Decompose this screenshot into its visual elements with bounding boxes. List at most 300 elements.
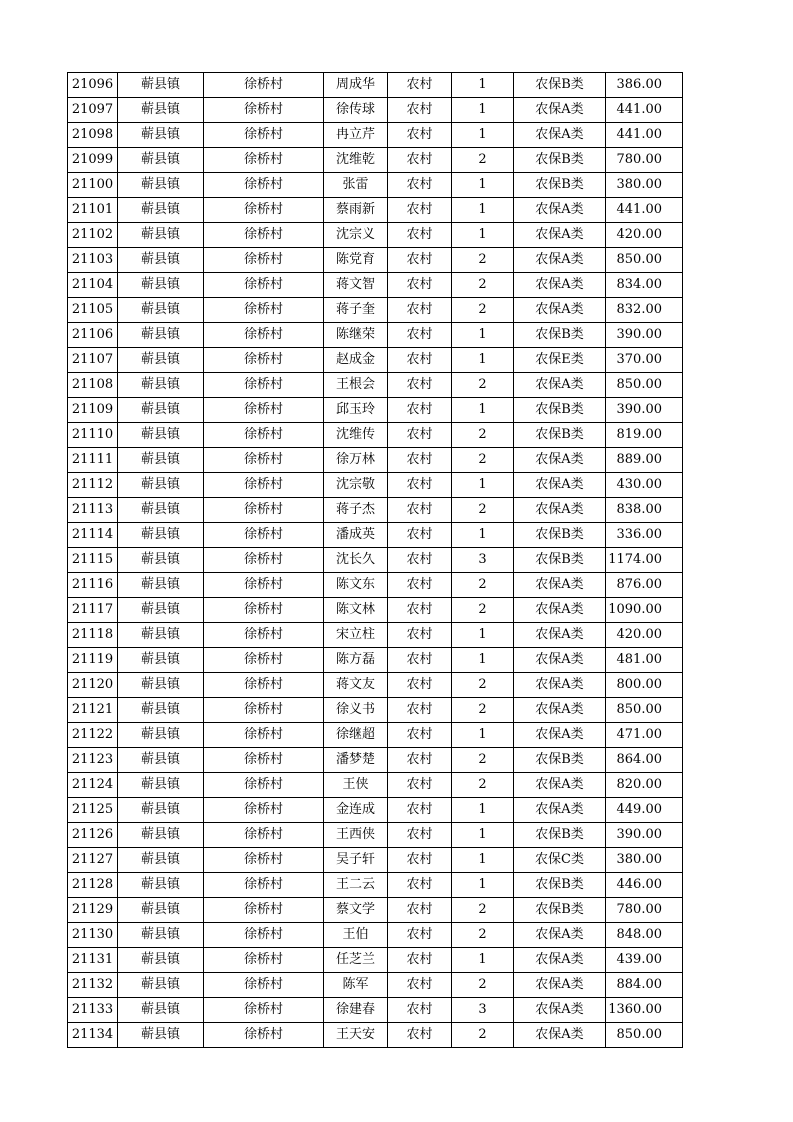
member-count-cell: 1 xyxy=(452,348,514,373)
amount-cell: 380.00 xyxy=(606,173,683,198)
village-cell: 徐桥村 xyxy=(204,323,324,348)
name-cell: 王根会 xyxy=(324,373,388,398)
name-cell: 王侠 xyxy=(324,773,388,798)
table-row xyxy=(68,498,683,523)
serial-number-cell: 21100 xyxy=(68,173,118,198)
amount-cell: 850.00 xyxy=(606,698,683,723)
name-cell: 冉立芹 xyxy=(324,123,388,148)
amount-cell: 889.00 xyxy=(606,448,683,473)
member-count-cell: 1 xyxy=(452,523,514,548)
serial-number-cell: 21120 xyxy=(68,673,118,698)
insurance-category-cell: 农保A类 xyxy=(514,248,606,273)
village-cell: 徐桥村 xyxy=(204,598,324,623)
amount-cell: 430.00 xyxy=(606,473,683,498)
serial-number-cell: 21122 xyxy=(68,723,118,748)
household-type-cell: 农村 xyxy=(388,1023,452,1048)
member-count-cell: 1 xyxy=(452,198,514,223)
village-cell: 徐桥村 xyxy=(204,348,324,373)
village-cell: 徐桥村 xyxy=(204,398,324,423)
name-cell: 沈长久 xyxy=(324,548,388,573)
amount-cell: 380.00 xyxy=(606,848,683,873)
member-count-cell: 2 xyxy=(452,298,514,323)
household-type-cell: 农村 xyxy=(388,323,452,348)
household-type-cell: 农村 xyxy=(388,548,452,573)
village-cell: 徐桥村 xyxy=(204,648,324,673)
amount-cell: 820.00 xyxy=(606,773,683,798)
serial-number-cell: 21131 xyxy=(68,948,118,973)
town-cell: 蕲县镇 xyxy=(118,723,204,748)
village-cell: 徐桥村 xyxy=(204,923,324,948)
serial-number-cell: 21101 xyxy=(68,198,118,223)
name-cell: 王伯 xyxy=(324,923,388,948)
name-cell: 徐传球 xyxy=(324,98,388,123)
household-type-cell: 农村 xyxy=(388,873,452,898)
household-type-cell: 农村 xyxy=(388,723,452,748)
insurance-category-cell: 农保A类 xyxy=(514,448,606,473)
amount-cell: 780.00 xyxy=(606,898,683,923)
serial-number-cell: 21109 xyxy=(68,398,118,423)
serial-number-cell: 21097 xyxy=(68,98,118,123)
insurance-category-cell: 农保B类 xyxy=(514,173,606,198)
table-row xyxy=(68,348,683,373)
member-count-cell: 1 xyxy=(452,123,514,148)
village-cell: 徐桥村 xyxy=(204,98,324,123)
village-cell: 徐桥村 xyxy=(204,198,324,223)
member-count-cell: 1 xyxy=(452,823,514,848)
table-row xyxy=(68,748,683,773)
member-count-cell: 2 xyxy=(452,698,514,723)
village-cell: 徐桥村 xyxy=(204,898,324,923)
town-cell: 蕲县镇 xyxy=(118,1023,204,1048)
household-type-cell: 农村 xyxy=(388,698,452,723)
household-type-cell: 农村 xyxy=(388,798,452,823)
town-cell: 蕲县镇 xyxy=(118,323,204,348)
insurance-category-cell: 农保B类 xyxy=(514,73,606,98)
serial-number-cell: 21110 xyxy=(68,423,118,448)
household-type-cell: 农村 xyxy=(388,923,452,948)
name-cell: 蒋子奎 xyxy=(324,298,388,323)
serial-number-cell: 21127 xyxy=(68,848,118,873)
table-row xyxy=(68,473,683,498)
insurance-category-cell: 农保B类 xyxy=(514,523,606,548)
amount-cell: 1090.00 xyxy=(606,598,683,623)
village-cell: 徐桥村 xyxy=(204,248,324,273)
table-row xyxy=(68,98,683,123)
village-cell: 徐桥村 xyxy=(204,373,324,398)
table-row xyxy=(68,123,683,148)
table-row xyxy=(68,598,683,623)
table-row xyxy=(68,698,683,723)
town-cell: 蕲县镇 xyxy=(118,973,204,998)
town-cell: 蕲县镇 xyxy=(118,123,204,148)
village-cell: 徐桥村 xyxy=(204,698,324,723)
household-type-cell: 农村 xyxy=(388,648,452,673)
town-cell: 蕲县镇 xyxy=(118,423,204,448)
amount-cell: 834.00 xyxy=(606,273,683,298)
serial-number-cell: 21132 xyxy=(68,973,118,998)
household-type-cell: 农村 xyxy=(388,973,452,998)
serial-number-cell: 21118 xyxy=(68,623,118,648)
amount-cell: 336.00 xyxy=(606,523,683,548)
table-row xyxy=(68,148,683,173)
household-type-cell: 农村 xyxy=(388,523,452,548)
member-count-cell: 2 xyxy=(452,748,514,773)
household-type-cell: 农村 xyxy=(388,398,452,423)
serial-number-cell: 21104 xyxy=(68,273,118,298)
town-cell: 蕲县镇 xyxy=(118,498,204,523)
insurance-category-cell: 农保A类 xyxy=(514,98,606,123)
village-cell: 徐桥村 xyxy=(204,448,324,473)
amount-cell: 864.00 xyxy=(606,748,683,773)
town-cell: 蕲县镇 xyxy=(118,548,204,573)
name-cell: 沈宗义 xyxy=(324,223,388,248)
serial-number-cell: 21096 xyxy=(68,73,118,98)
insurance-category-cell: 农保B类 xyxy=(514,898,606,923)
amount-cell: 390.00 xyxy=(606,823,683,848)
serial-number-cell: 21125 xyxy=(68,798,118,823)
member-count-cell: 2 xyxy=(452,1023,514,1048)
village-cell: 徐桥村 xyxy=(204,573,324,598)
household-type-cell: 农村 xyxy=(388,298,452,323)
name-cell: 徐万林 xyxy=(324,448,388,473)
amount-cell: 876.00 xyxy=(606,573,683,598)
table-row xyxy=(68,248,683,273)
town-cell: 蕲县镇 xyxy=(118,148,204,173)
table-row xyxy=(68,273,683,298)
insurance-category-cell: 农保A类 xyxy=(514,473,606,498)
table-row xyxy=(68,398,683,423)
table-row xyxy=(68,423,683,448)
household-type-cell: 农村 xyxy=(388,673,452,698)
serial-number-cell: 21124 xyxy=(68,773,118,798)
name-cell: 蔡雨新 xyxy=(324,198,388,223)
village-cell: 徐桥村 xyxy=(204,123,324,148)
serial-number-cell: 21117 xyxy=(68,598,118,623)
household-type-cell: 农村 xyxy=(388,423,452,448)
name-cell: 任芝兰 xyxy=(324,948,388,973)
town-cell: 蕲县镇 xyxy=(118,698,204,723)
town-cell: 蕲县镇 xyxy=(118,898,204,923)
insurance-category-cell: 农保B类 xyxy=(514,148,606,173)
member-count-cell: 2 xyxy=(452,423,514,448)
member-count-cell: 2 xyxy=(452,673,514,698)
amount-cell: 1174.00 xyxy=(606,548,683,573)
table-row xyxy=(68,573,683,598)
town-cell: 蕲县镇 xyxy=(118,73,204,98)
household-type-cell: 农村 xyxy=(388,173,452,198)
serial-number-cell: 21130 xyxy=(68,923,118,948)
insurance-category-cell: 农保A类 xyxy=(514,298,606,323)
village-cell: 徐桥村 xyxy=(204,848,324,873)
household-type-cell: 农村 xyxy=(388,898,452,923)
member-count-cell: 2 xyxy=(452,273,514,298)
village-cell: 徐桥村 xyxy=(204,173,324,198)
amount-cell: 471.00 xyxy=(606,723,683,748)
amount-cell: 446.00 xyxy=(606,873,683,898)
town-cell: 蕲县镇 xyxy=(118,348,204,373)
name-cell: 潘梦楚 xyxy=(324,748,388,773)
insurance-category-cell: 农保B类 xyxy=(514,748,606,773)
name-cell: 邱玉玲 xyxy=(324,398,388,423)
insurance-category-cell: 农保B类 xyxy=(514,548,606,573)
town-cell: 蕲县镇 xyxy=(118,748,204,773)
serial-number-cell: 21106 xyxy=(68,323,118,348)
serial-number-cell: 21133 xyxy=(68,998,118,1023)
insurance-category-cell: 农保A类 xyxy=(514,123,606,148)
insurance-category-cell: 农保A类 xyxy=(514,198,606,223)
name-cell: 王二云 xyxy=(324,873,388,898)
town-cell: 蕲县镇 xyxy=(118,998,204,1023)
name-cell: 沈维传 xyxy=(324,423,388,448)
table-row xyxy=(68,998,683,1023)
table-row xyxy=(68,873,683,898)
town-cell: 蕲县镇 xyxy=(118,223,204,248)
town-cell: 蕲县镇 xyxy=(118,948,204,973)
village-cell: 徐桥村 xyxy=(204,548,324,573)
amount-cell: 439.00 xyxy=(606,948,683,973)
amount-cell: 819.00 xyxy=(606,423,683,448)
table-row xyxy=(68,223,683,248)
household-type-cell: 农村 xyxy=(388,223,452,248)
serial-number-cell: 21107 xyxy=(68,348,118,373)
member-count-cell: 1 xyxy=(452,398,514,423)
village-cell: 徐桥村 xyxy=(204,623,324,648)
insurance-category-cell: 农保A类 xyxy=(514,1023,606,1048)
member-count-cell: 1 xyxy=(452,473,514,498)
member-count-cell: 2 xyxy=(452,923,514,948)
member-count-cell: 2 xyxy=(452,498,514,523)
town-cell: 蕲县镇 xyxy=(118,473,204,498)
serial-number-cell: 21115 xyxy=(68,548,118,573)
household-type-cell: 农村 xyxy=(388,73,452,98)
insurance-category-cell: 农保B类 xyxy=(514,323,606,348)
member-count-cell: 1 xyxy=(452,73,514,98)
member-count-cell: 2 xyxy=(452,248,514,273)
household-type-cell: 农村 xyxy=(388,573,452,598)
amount-cell: 800.00 xyxy=(606,673,683,698)
table-row xyxy=(68,798,683,823)
village-cell: 徐桥村 xyxy=(204,273,324,298)
insurance-category-cell: 农保A类 xyxy=(514,648,606,673)
name-cell: 蒋文友 xyxy=(324,673,388,698)
town-cell: 蕲县镇 xyxy=(118,573,204,598)
amount-cell: 441.00 xyxy=(606,123,683,148)
town-cell: 蕲县镇 xyxy=(118,523,204,548)
household-type-cell: 农村 xyxy=(388,123,452,148)
name-cell: 陈文东 xyxy=(324,573,388,598)
insurance-category-cell: 农保B类 xyxy=(514,423,606,448)
table-row xyxy=(68,1023,683,1048)
name-cell: 陈继荣 xyxy=(324,323,388,348)
insurance-category-cell: 农保A类 xyxy=(514,573,606,598)
town-cell: 蕲县镇 xyxy=(118,673,204,698)
household-type-cell: 农村 xyxy=(388,148,452,173)
town-cell: 蕲县镇 xyxy=(118,798,204,823)
serial-number-cell: 21098 xyxy=(68,123,118,148)
town-cell: 蕲县镇 xyxy=(118,298,204,323)
member-count-cell: 1 xyxy=(452,848,514,873)
table-body xyxy=(68,73,683,1048)
serial-number-cell: 21119 xyxy=(68,648,118,673)
name-cell: 蒋文智 xyxy=(324,273,388,298)
serial-number-cell: 21116 xyxy=(68,573,118,598)
member-count-cell: 2 xyxy=(452,773,514,798)
table-row xyxy=(68,848,683,873)
household-type-cell: 农村 xyxy=(388,623,452,648)
insurance-category-cell: 农保A类 xyxy=(514,923,606,948)
name-cell: 陈方磊 xyxy=(324,648,388,673)
table-row xyxy=(68,823,683,848)
name-cell: 陈党育 xyxy=(324,248,388,273)
name-cell: 赵成金 xyxy=(324,348,388,373)
member-count-cell: 2 xyxy=(452,373,514,398)
amount-cell: 386.00 xyxy=(606,73,683,98)
amount-cell: 370.00 xyxy=(606,348,683,373)
insurance-category-cell: 农保A类 xyxy=(514,973,606,998)
insurance-category-cell: 农保A类 xyxy=(514,723,606,748)
village-cell: 徐桥村 xyxy=(204,748,324,773)
name-cell: 王天安 xyxy=(324,1023,388,1048)
serial-number-cell: 21114 xyxy=(68,523,118,548)
amount-cell: 850.00 xyxy=(606,373,683,398)
name-cell: 沈维乾 xyxy=(324,148,388,173)
amount-cell: 780.00 xyxy=(606,148,683,173)
household-type-cell: 农村 xyxy=(388,348,452,373)
town-cell: 蕲县镇 xyxy=(118,98,204,123)
name-cell: 潘成英 xyxy=(324,523,388,548)
table-row xyxy=(68,973,683,998)
name-cell: 王西侠 xyxy=(324,823,388,848)
table-row xyxy=(68,773,683,798)
insurance-category-cell: 农保A类 xyxy=(514,998,606,1023)
table-row xyxy=(68,173,683,198)
table-row xyxy=(68,523,683,548)
household-type-cell: 农村 xyxy=(388,98,452,123)
village-cell: 徐桥村 xyxy=(204,523,324,548)
member-count-cell: 1 xyxy=(452,223,514,248)
insurance-category-cell: 农保A类 xyxy=(514,498,606,523)
amount-cell: 481.00 xyxy=(606,648,683,673)
insurance-category-cell: 农保B类 xyxy=(514,398,606,423)
household-type-cell: 农村 xyxy=(388,273,452,298)
insurance-category-cell: 农保A类 xyxy=(514,373,606,398)
insurance-category-cell: 农保A类 xyxy=(514,773,606,798)
amount-cell: 390.00 xyxy=(606,323,683,348)
serial-number-cell: 21112 xyxy=(68,473,118,498)
village-cell: 徐桥村 xyxy=(204,298,324,323)
member-count-cell: 2 xyxy=(452,148,514,173)
town-cell: 蕲县镇 xyxy=(118,848,204,873)
table-row xyxy=(68,898,683,923)
household-type-cell: 农村 xyxy=(388,198,452,223)
household-type-cell: 农村 xyxy=(388,248,452,273)
village-cell: 徐桥村 xyxy=(204,723,324,748)
household-type-cell: 农村 xyxy=(388,848,452,873)
member-count-cell: 3 xyxy=(452,998,514,1023)
amount-cell: 390.00 xyxy=(606,398,683,423)
insurance-category-cell: 农保A类 xyxy=(514,948,606,973)
household-type-cell: 农村 xyxy=(388,498,452,523)
town-cell: 蕲县镇 xyxy=(118,173,204,198)
village-cell: 徐桥村 xyxy=(204,1023,324,1048)
village-cell: 徐桥村 xyxy=(204,873,324,898)
amount-cell: 449.00 xyxy=(606,798,683,823)
table-row xyxy=(68,323,683,348)
serial-number-cell: 21129 xyxy=(68,898,118,923)
table-row xyxy=(68,373,683,398)
village-cell: 徐桥村 xyxy=(204,673,324,698)
member-count-cell: 2 xyxy=(452,598,514,623)
name-cell: 陈文林 xyxy=(324,598,388,623)
name-cell: 宋立柱 xyxy=(324,623,388,648)
amount-cell: 884.00 xyxy=(606,973,683,998)
village-cell: 徐桥村 xyxy=(204,148,324,173)
village-cell: 徐桥村 xyxy=(204,223,324,248)
member-count-cell: 1 xyxy=(452,173,514,198)
serial-number-cell: 21134 xyxy=(68,1023,118,1048)
insurance-category-cell: 农保B类 xyxy=(514,823,606,848)
town-cell: 蕲县镇 xyxy=(118,448,204,473)
household-type-cell: 农村 xyxy=(388,748,452,773)
village-cell: 徐桥村 xyxy=(204,998,324,1023)
serial-number-cell: 21121 xyxy=(68,698,118,723)
village-cell: 徐桥村 xyxy=(204,973,324,998)
amount-cell: 441.00 xyxy=(606,98,683,123)
village-cell: 徐桥村 xyxy=(204,798,324,823)
insurance-category-cell: 农保A类 xyxy=(514,623,606,648)
household-type-cell: 农村 xyxy=(388,998,452,1023)
household-type-cell: 农村 xyxy=(388,948,452,973)
town-cell: 蕲县镇 xyxy=(118,923,204,948)
town-cell: 蕲县镇 xyxy=(118,398,204,423)
amount-cell: 832.00 xyxy=(606,298,683,323)
village-cell: 徐桥村 xyxy=(204,73,324,98)
name-cell: 徐建春 xyxy=(324,998,388,1023)
town-cell: 蕲县镇 xyxy=(118,873,204,898)
insurance-category-cell: 农保A类 xyxy=(514,273,606,298)
member-count-cell: 1 xyxy=(452,798,514,823)
member-count-cell: 2 xyxy=(452,448,514,473)
member-count-cell: 1 xyxy=(452,648,514,673)
serial-number-cell: 21102 xyxy=(68,223,118,248)
household-type-cell: 农村 xyxy=(388,823,452,848)
insurance-category-cell: 农保A类 xyxy=(514,673,606,698)
insurance-category-cell: 农保B类 xyxy=(514,873,606,898)
household-type-cell: 农村 xyxy=(388,773,452,798)
member-count-cell: 1 xyxy=(452,623,514,648)
name-cell: 金连成 xyxy=(324,798,388,823)
member-count-cell: 2 xyxy=(452,573,514,598)
amount-cell: 850.00 xyxy=(606,1023,683,1048)
table-row xyxy=(68,548,683,573)
table-row xyxy=(68,948,683,973)
insurance-category-cell: 农保A类 xyxy=(514,798,606,823)
insurance-category-cell: 农保A类 xyxy=(514,698,606,723)
town-cell: 蕲县镇 xyxy=(118,373,204,398)
amount-cell: 1360.00 xyxy=(606,998,683,1023)
town-cell: 蕲县镇 xyxy=(118,273,204,298)
name-cell: 张雷 xyxy=(324,173,388,198)
member-count-cell: 2 xyxy=(452,973,514,998)
household-type-cell: 农村 xyxy=(388,473,452,498)
town-cell: 蕲县镇 xyxy=(118,198,204,223)
village-cell: 徐桥村 xyxy=(204,423,324,448)
member-count-cell: 1 xyxy=(452,98,514,123)
insurance-category-cell: 农保A类 xyxy=(514,598,606,623)
member-count-cell: 1 xyxy=(452,723,514,748)
member-count-cell: 2 xyxy=(452,898,514,923)
serial-number-cell: 21103 xyxy=(68,248,118,273)
